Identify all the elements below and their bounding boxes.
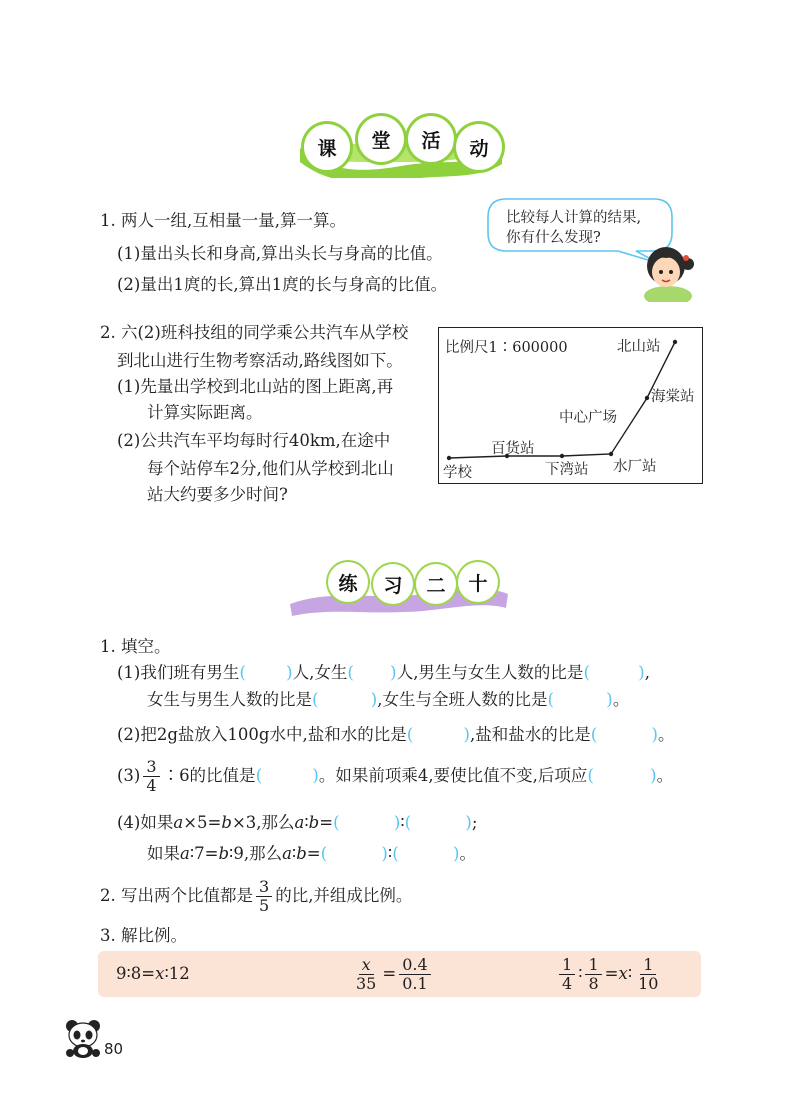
equation-1: 9∶8=x∶12 (116, 964, 190, 983)
fraction-1-10: $\frac{1}{10}$ (638, 955, 659, 993)
activity-q2-sub1-line2: 计算实际距离。 (147, 403, 263, 422)
exercise-q1-1-line1: (1)我们班有男生( )人,女生( )人,男生与女生人数的比是( ), (117, 663, 650, 683)
fraction-1-8: $\frac{1}{8}$ (585, 956, 601, 993)
station-school: 学校 (443, 465, 472, 481)
equation-3: $\frac{1}{4}$ ∶ $\frac{1}{8}$ =x∶ $\frac{1}{10}$ (556, 954, 664, 994)
activity-q2-sub1-line1: (1)先量出学校到北山站的图上距离,再 (117, 377, 394, 396)
exercise-q2: 2. 写出两个比值都是 $\frac{3}{5}$ 的比,并组成比例。 (100, 877, 413, 915)
fraction-0.4-0.1: $\frac{0.4}{0.1}$ (399, 956, 430, 993)
fraction-1-4: $\frac{1}{4}$ (559, 956, 575, 993)
banner-char-4: 动 (456, 124, 502, 170)
equation-2: $\frac{x}{35}$ = $\frac{0.4}{0.1}$ (350, 954, 434, 994)
fraction-3-4: $\frac{3}{4}$ (143, 758, 159, 795)
activity-q2-line2: 到北山进行生物考察活动,路线图如下。 (117, 351, 403, 370)
exercise-q1-3: (3) $\frac{3}{4}$ ∶6的比值是( )。如果前项乘4,要使比值不变,后项应( )。 (117, 757, 674, 795)
station-zhongxin: 中心广场 (559, 410, 617, 426)
route-map (438, 327, 703, 484)
banner2-char-4: 十 (458, 562, 498, 602)
activity-q2-sub2-line2: 每个站停车2分,他们从学校到北山 (147, 459, 394, 478)
station-haitang: 海棠站 (651, 389, 695, 405)
fraction-3-5: $\frac{3}{5}$ (256, 878, 272, 915)
station-shuichang: 水厂站 (613, 459, 657, 475)
map-scale: 比例尺1∶600000 (445, 340, 568, 356)
exercise-q1-2: (2)把2g盐放入100g水中,盐和水的比是( ),盐和盐水的比是( )。 (117, 725, 675, 745)
activity-q2-sub2-line3: 站大约要多少时间? (147, 485, 288, 504)
activity-q2-line1: 2. 六(2)班科技组的同学乘公共汽车从学校 (100, 323, 409, 342)
activity-q1-sub1: (1)量出头长和身高,算出头长与身高的比值。 (117, 244, 443, 263)
activity-q2-sub2-line1: (2)公共汽车平均每时行40km,在途中 (117, 431, 391, 450)
banner2-char-3: 二 (416, 564, 456, 604)
activity-q1-sub2: (2)量出1庹的长,算出1庹的长与身高的比值。 (117, 275, 448, 294)
banner2-char-1: 练 (328, 562, 368, 602)
girl-illustration (636, 236, 702, 302)
station-xiawan: 下湾站 (545, 462, 589, 478)
equation-bar (98, 951, 701, 997)
banner-char-3: 活 (408, 116, 454, 162)
section-banner-class-activity (296, 118, 506, 178)
speech-line-2: 你有什么发现? (506, 230, 601, 246)
exercise-q3-stem: 3. 解比例。 (100, 926, 187, 945)
banner-char-2: 堂 (358, 116, 404, 162)
exercise-q1-4-line1: (4)如果a×5=b×3,那么a∶b=( )∶( ); (117, 813, 478, 833)
fraction-x-35: $\frac{x}{35}$ (356, 955, 377, 993)
page-number: 80 (104, 1040, 124, 1058)
exercise-q1-1-line2: 女生与男生人数的比是( ),女生与全班人数的比是( )。 (147, 690, 630, 710)
banner2-char-2: 习 (373, 564, 413, 604)
speech-line-1: 比较每人计算的结果, (506, 210, 642, 226)
panda-icon (64, 1018, 102, 1058)
station-baihuo: 百货站 (491, 441, 535, 457)
exercise-q1-4-line2: 如果a∶7=b∶9,那么a∶b=( )∶( )。 (147, 844, 476, 864)
banner-char-1: 课 (304, 124, 350, 170)
section-banner-exercise-20 (288, 560, 510, 622)
exercise-q1-stem: 1. 填空。 (100, 637, 171, 656)
station-beishan: 北山站 (617, 339, 661, 355)
activity-q1-stem: 1. 两人一组,互相量一量,算一算。 (100, 211, 346, 230)
